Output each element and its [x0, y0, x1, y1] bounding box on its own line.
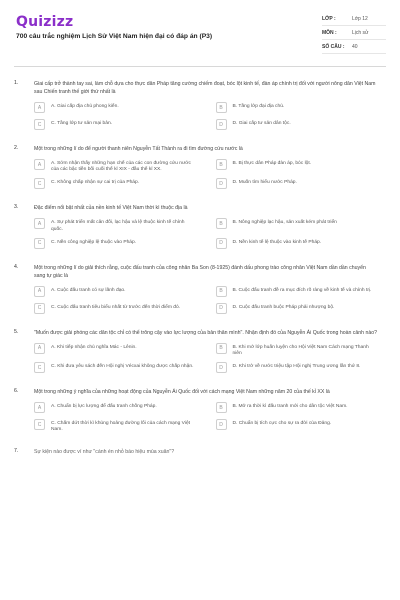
- option-letter-box: D: [216, 119, 227, 130]
- option-letter-box: A: [34, 159, 45, 170]
- question-text: Đặc điểm nổi bật nhất của nền kinh tế Việt Nam thời kì thuộc địa là: [34, 205, 188, 212]
- option-letter-box: C: [34, 303, 45, 314]
- option-text: D. Chuẩn bị tích cực cho sự ra đời của Đảng.: [232, 421, 332, 427]
- option-text: B. Khi mở lớp huấn luyện cho Hội Việt Nam Cách mạng Thanh niên: [232, 344, 369, 357]
- options-grid: [34, 102, 378, 131]
- option-text: D. Cuộc đấu tranh buộc Pháp phải nhượng bộ.: [232, 304, 335, 310]
- class-value: Lớp 12: [352, 15, 368, 22]
- question-4: [0, 264, 400, 315]
- question-text: Giai cấp trở thành tay sai, làm chỗ dựa cho thực dân Pháp tăng cường chiếm đoạt, bóc lột kinh tế, đàn áp chính trị đối với người nông dân Việt Nam sau Chiến tranh thế giới thứ nhất là: [34, 81, 376, 95]
- option-c[interactable]: [34, 119, 197, 131]
- options-grid: [34, 218, 378, 249]
- question-text: Một trong những lí do giải thích rằng, cuộc đấu tranh của công nhân Ba Son (8-1925) đánh dấu phong trào công nhân Việt Nam dần dần chuyển sang tự giác là: [34, 264, 366, 279]
- subject-value: Lịch sử: [352, 29, 369, 36]
- option-letter-box: D: [216, 238, 227, 249]
- option-text: A. Giai cấp địa chủ phong kiến.: [51, 104, 119, 109]
- option-d[interactable]: [216, 119, 379, 131]
- count-value: 40: [352, 43, 358, 50]
- question-5: [0, 329, 400, 374]
- option-letter-box: B: [216, 343, 227, 354]
- option-b[interactable]: [216, 402, 379, 414]
- option-text: D. Muốn tìm hiểu nước Pháp.: [232, 180, 297, 186]
- option-text: A. Khi tiếp nhận chủ nghĩa Mác - Lênin.: [51, 344, 137, 350]
- option-text: C. Không chấp nhận sự cai trị của Pháp.: [51, 180, 140, 186]
- option-letter-box: D: [216, 362, 227, 373]
- option-letter-box: D: [216, 303, 227, 314]
- option-text: A. Sớm nhận thấy những hạn chế của các con đường cứu nước của các bậc tiền bối cuối thế kỉ XIX - đầu thế kỉ XX.: [51, 161, 191, 173]
- meta-count-row: [322, 40, 386, 54]
- question-number: 6.: [14, 388, 19, 395]
- option-b[interactable]: [216, 343, 379, 357]
- question-number: 5.: [14, 328, 19, 335]
- option-letter-box: A: [34, 343, 45, 354]
- option-letter-box: C: [34, 419, 45, 430]
- option-c[interactable]: [34, 178, 197, 190]
- options-grid: [34, 286, 378, 315]
- option-d[interactable]: [216, 362, 379, 374]
- option-text: C. Tầng lớp tư sản mại bản.: [51, 121, 113, 126]
- question-text: Sự kiện nào được ví như "cánh én nhỏ báo hiệu mùa xuân"?: [34, 448, 175, 455]
- question-text: Một trong những lí do để người thanh niên Nguyễn Tất Thành ra đi tìm đường cứu nước là: [34, 146, 243, 152]
- question-number: 4.: [14, 263, 19, 270]
- header-divider: [14, 66, 386, 67]
- options-grid: [34, 159, 378, 190]
- meta-subject-row: [322, 26, 386, 40]
- option-letter-box: A: [34, 286, 45, 297]
- option-letter-box: D: [216, 178, 227, 189]
- option-letter-box: D: [216, 419, 227, 430]
- count-label: SỐ CÂU :: [322, 43, 345, 50]
- document-title: 700 câu trắc nghiệm Lịch Sử Việt Nam hiện đại có đáp án (P3): [16, 33, 213, 40]
- question-6: [0, 388, 400, 433]
- option-text: A. Sự phát triển mất cân đối, lạc hậu và lệ thuộc kinh tế chính quốc.: [51, 220, 185, 232]
- options-grid: [34, 402, 378, 433]
- option-letter-box: A: [34, 102, 45, 113]
- option-a[interactable]: [34, 218, 197, 232]
- option-text: C. Nền công nghiệp lệ thuộc vào Pháp.: [51, 239, 137, 245]
- option-letter-box: C: [34, 362, 45, 373]
- option-c[interactable]: [34, 238, 197, 250]
- question-text: "Muốn được giải phóng các dân tộc chỉ có thể trông cậy vào lực lượng của bản thân mình". Nhận định đó của Nguyễn Ái Quốc trong hoàn cảnh nào?: [34, 329, 378, 336]
- option-b[interactable]: [216, 102, 379, 114]
- option-d[interactable]: [216, 419, 379, 433]
- option-letter-box: C: [34, 178, 45, 189]
- option-text: D. Khi trở về nước triệu tập Hội nghị Trung ương lần thứ 8.: [232, 364, 361, 370]
- option-text: B. Mở ra thời kì đấu tranh mới cho dân tộc Việt Nam.: [232, 404, 348, 410]
- option-a[interactable]: [34, 343, 197, 357]
- quizizz-logo: Quizizz: [16, 14, 74, 30]
- options-grid: [34, 343, 378, 374]
- question-2: [0, 145, 400, 190]
- question-text: Một trong những ý nghĩa của những hoạt động của Nguyễn Ái Quốc đối với cách mạng Việt Nam những năm 20 của thế kỉ XX là: [34, 389, 330, 396]
- question-7: [0, 448, 400, 456]
- option-text: D. Giai cấp tư sản dân tộc.: [232, 121, 291, 126]
- meta-class-row: [322, 12, 386, 26]
- option-text: B. Nông nghiệp lạc hậu, sản xuất kém phát triển: [232, 220, 337, 226]
- question-list: [0, 80, 400, 470]
- option-b[interactable]: [216, 286, 379, 298]
- option-text: C. Khi đưa yêu sách đến Hội nghị Vécxai không được chấp nhận.: [51, 364, 194, 370]
- question-number: 2.: [14, 145, 19, 151]
- option-d[interactable]: [216, 238, 379, 250]
- question-number: 3.: [14, 204, 19, 211]
- option-c[interactable]: [34, 419, 197, 433]
- option-a[interactable]: [34, 102, 197, 114]
- worksheet-meta: [322, 12, 386, 54]
- option-text: B. Cuộc đấu tranh đề ra mục đích rõ ràng về kinh tế và chính trị.: [232, 287, 372, 293]
- option-d[interactable]: [216, 303, 379, 315]
- option-c[interactable]: [34, 362, 197, 374]
- option-letter-box: B: [216, 286, 227, 297]
- option-letter-box: B: [216, 402, 227, 413]
- option-text: B. Tầng lớp đại địa chủ.: [232, 104, 285, 109]
- option-letter-box: C: [34, 119, 45, 130]
- option-b[interactable]: [216, 159, 379, 173]
- option-text: D. Nền kinh tế lệ thuộc vào kinh tế Pháp.: [232, 239, 322, 245]
- option-letter-box: B: [216, 159, 227, 170]
- option-letter-box: B: [216, 102, 227, 113]
- subject-label: MÔN :: [322, 29, 337, 36]
- question-3: [0, 204, 400, 249]
- option-text: B. Bị thực dân Pháp đàn áp, bóc lột.: [232, 161, 312, 166]
- question-number: 1.: [14, 80, 19, 86]
- question-number: 7.: [14, 447, 19, 454]
- question-1: [0, 80, 400, 131]
- option-b[interactable]: [216, 218, 379, 232]
- option-a[interactable]: [34, 286, 197, 298]
- option-text: C. Cuộc đấu tranh tiêu biểu nhất từ trước đến thời điểm đó.: [51, 304, 181, 310]
- option-letter-box: A: [34, 402, 45, 413]
- option-text: A. Cuộc đấu tranh có sự lãnh đạo.: [51, 287, 126, 293]
- option-c[interactable]: [34, 303, 197, 315]
- option-text: C. Chấm dứt thời kì khủng hoảng đường lối của cách mạng Việt Nam.: [51, 421, 191, 433]
- option-a[interactable]: [34, 159, 197, 173]
- class-label: LỚP :: [322, 15, 336, 22]
- option-d[interactable]: [216, 178, 379, 190]
- option-a[interactable]: [34, 402, 197, 414]
- worksheet-header: [0, 0, 400, 62]
- option-letter-box: B: [216, 218, 227, 229]
- option-letter-box: A: [34, 218, 45, 229]
- option-text: A. Chuẩn bị lực lượng để đấu tranh chống Pháp.: [51, 404, 157, 410]
- option-letter-box: C: [34, 238, 45, 249]
